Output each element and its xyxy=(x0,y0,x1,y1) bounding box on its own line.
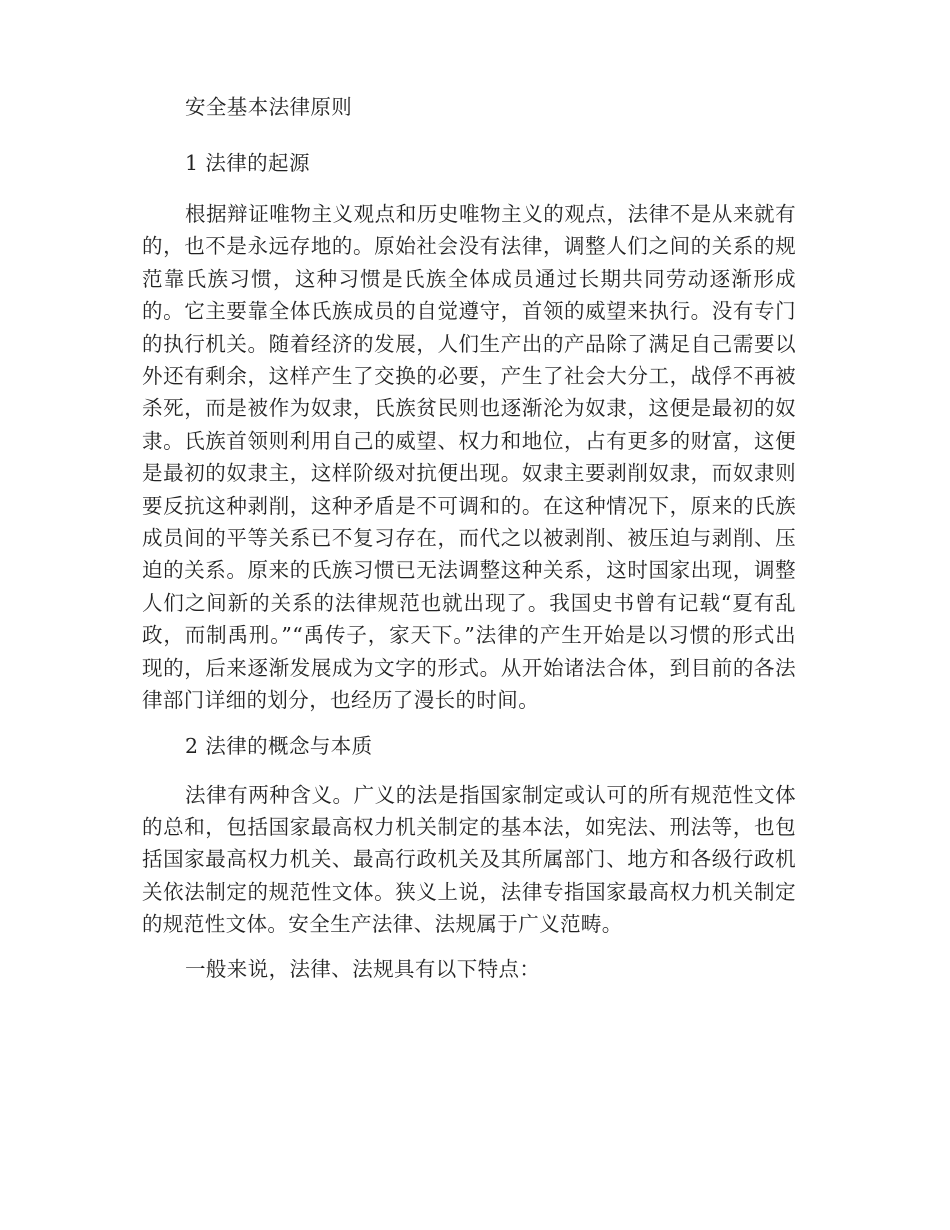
section-heading-concept: 2 法律的概念与本质 xyxy=(185,733,373,758)
section-heading-origin: 1 法律的起源 xyxy=(185,151,310,175)
paragraph-origin: 根据辩证唯物主义观点和历史唯物主义的观点，法律不是从来就有的，也不是永远存地的。原始社会没有法律，调整人们之间的关系的规范靠氏族习惯，这种习惯是氏族全体成员通过长期共同劳动逐渐形成的。它主要靠全体氏族成员的自觉遵守，首领的威望来执行。没有专门的执行机关。随着经济的发展，人们生产出的产品除了满足自己需要以外还有剩余，这样产生了交换的必要，产生了社会大分工，战俘不再被杀死，而是被作为奴隶，氏族贫民则也逐渐沦为奴隶，这便是最初的奴隶。氏族首领则利用自己的威望、权力和地位，占有更多的财富，这便是最初的奴隶主，这样阶级对抗便出现。奴隶主要剥削奴隶，而奴隶则要反抗这种剥削，这种矛盾是不可调和的。在这种情况下，原来的氏族成员间的平等关系已不复习存在，而代之以被剥削、被压迫与剥削、压迫的关系。原来的氏族习惯已无法调整这种关系，这时国家出现，调整人们之间新的关系的法律规范也就出现了。我国史书曾有记载“夏有乱政，而制禹刑。”“禹传子，家天下。”法律的产生开始是以习惯的形式出现的，后来逐渐发展成为文字的形式。从开始诸法合体，到目前的各法律部门详细的划分，也经历了漫长的时间。 xyxy=(142,202,796,713)
paragraph-concept: 法律有两种含义。广义的法是指国家制定或认可的所有规范性文体的总和，包括国家最高权力机关制定的基本法，如宪法、刑法等，也包括国家最高权力机关、最高行政机关及其所属部门、地方和各级行政机关依法制定的规范性文体。狭义上说，法律专指国家最高权力机关制定的规范性文体。安全生产法律、法规属于广义范畴。 xyxy=(142,782,796,937)
document-page xyxy=(142,88,796,985)
document-title: 安全基本法律原则 xyxy=(185,95,353,119)
paragraph-features-intro: 一般来说，法律、法规具有以下特点： xyxy=(185,956,541,981)
